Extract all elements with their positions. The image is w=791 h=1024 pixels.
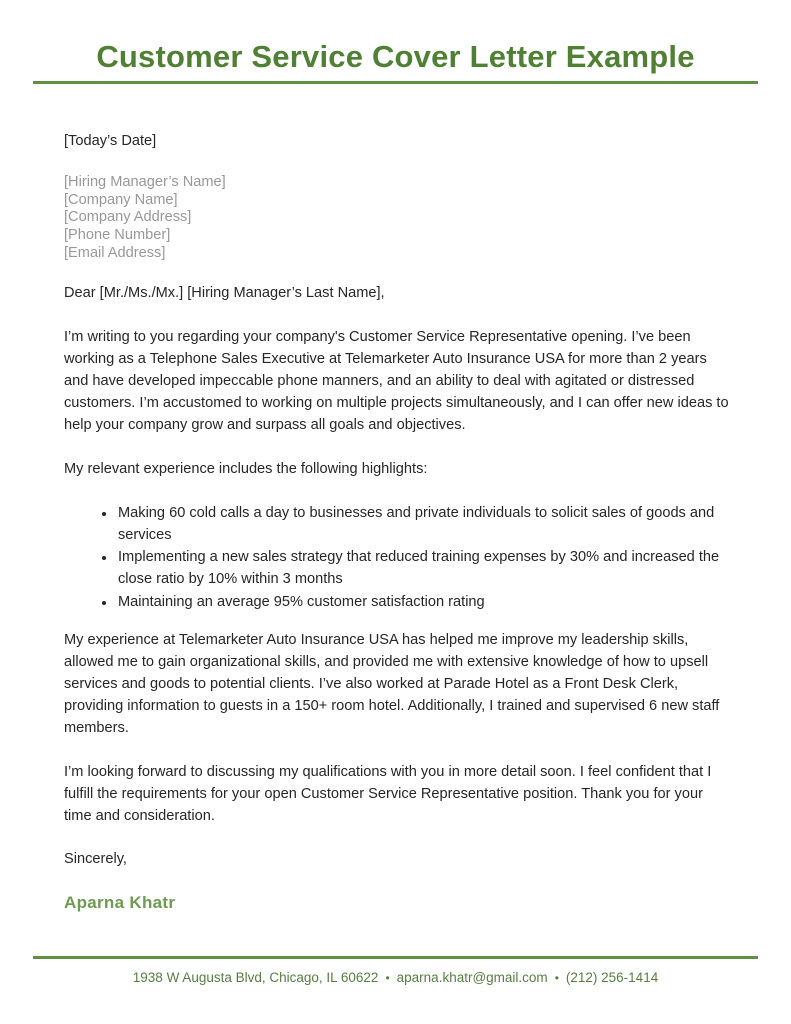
paragraph-conclusion: I’m looking forward to discussing my qualifications with you in more detail soon. I feel confident that I fulfill the requirements for your open Customer Service Representative position. Thank you for your time and consideration. xyxy=(64,764,712,824)
highlight-item: • Implementing a new sales strategy that reduced training expenses by 30% and increased the close ratio by 10% within 3 months xyxy=(116,546,729,591)
letter-body xyxy=(64,130,729,914)
recipient-line-email-address: [Email Address] xyxy=(64,244,166,261)
highlight-item: • Maintaining an average 95% customer satisfaction rating xyxy=(116,591,729,613)
highlights-list xyxy=(64,502,729,613)
highlight-item: • Making 60 cold calls a day to businesses and private individuals to solicit sales of goods and services xyxy=(116,502,729,547)
highlights-intro: My relevant experience includes the following highlights: xyxy=(64,460,428,477)
page-footer xyxy=(0,956,791,985)
footer-address: 1938 W Augusta Blvd, Chicago, IL 60622 xyxy=(132,970,379,985)
paragraph-experience: My experience at Telemarketer Auto Insurance USA has helped me improve my leadership skills, allowed me to gain organizational skills, and provided me with extensive knowledge of how to upsell services and goods to potential clients. I’ve also worked at Parade Hotel as a Front Desk Clerk, providing information to guests in a 150+ room hotel. Additionally, I trained and supervised 6 new staff members. xyxy=(64,632,720,736)
recipient-line-company-name: [Company Name] xyxy=(64,191,178,208)
salutation: Dear [Mr./Ms./Mx.] [Hiring Manager’s Last Name], xyxy=(64,284,385,301)
page-title: Customer Service Cover Letter Example xyxy=(96,39,695,74)
footer-divider xyxy=(33,956,758,959)
footer-phone: (212) 256-1414 xyxy=(565,970,659,985)
footer-separator-dot: • xyxy=(385,971,390,985)
date-placeholder: [Today’s Date] xyxy=(64,133,157,149)
footer-separator-dot: • xyxy=(554,971,559,985)
paragraph-introduction: I’m writing to you regarding your company's Customer Service Representative opening. I’ve been working as a Telephone Sales Executive at Telemarketer Auto Insurance USA for more than 2 years and have developed impeccable phone manners, and an ability to deal with agitated or distressed customers. I’m accustomed to working on multiple projects simultaneously, and I can offer new ideas to help your company grow and surpass all goals and objectives. xyxy=(64,328,729,433)
recipient-line-company-address: [Company Address] xyxy=(64,209,192,226)
signature-name: Aparna Khatr xyxy=(64,893,176,912)
recipient-line-hiring-manager-name: [Hiring Manager’s Name] xyxy=(64,174,226,190)
closing-salutation: Sincerely, xyxy=(64,851,127,867)
footer-email: aparna.khatr@gmail.com xyxy=(396,970,548,985)
recipient-block xyxy=(64,174,729,263)
footer-contact-line xyxy=(0,970,791,985)
header-divider xyxy=(33,81,758,84)
recipient-line-phone-number: [Phone Number] xyxy=(64,227,171,244)
